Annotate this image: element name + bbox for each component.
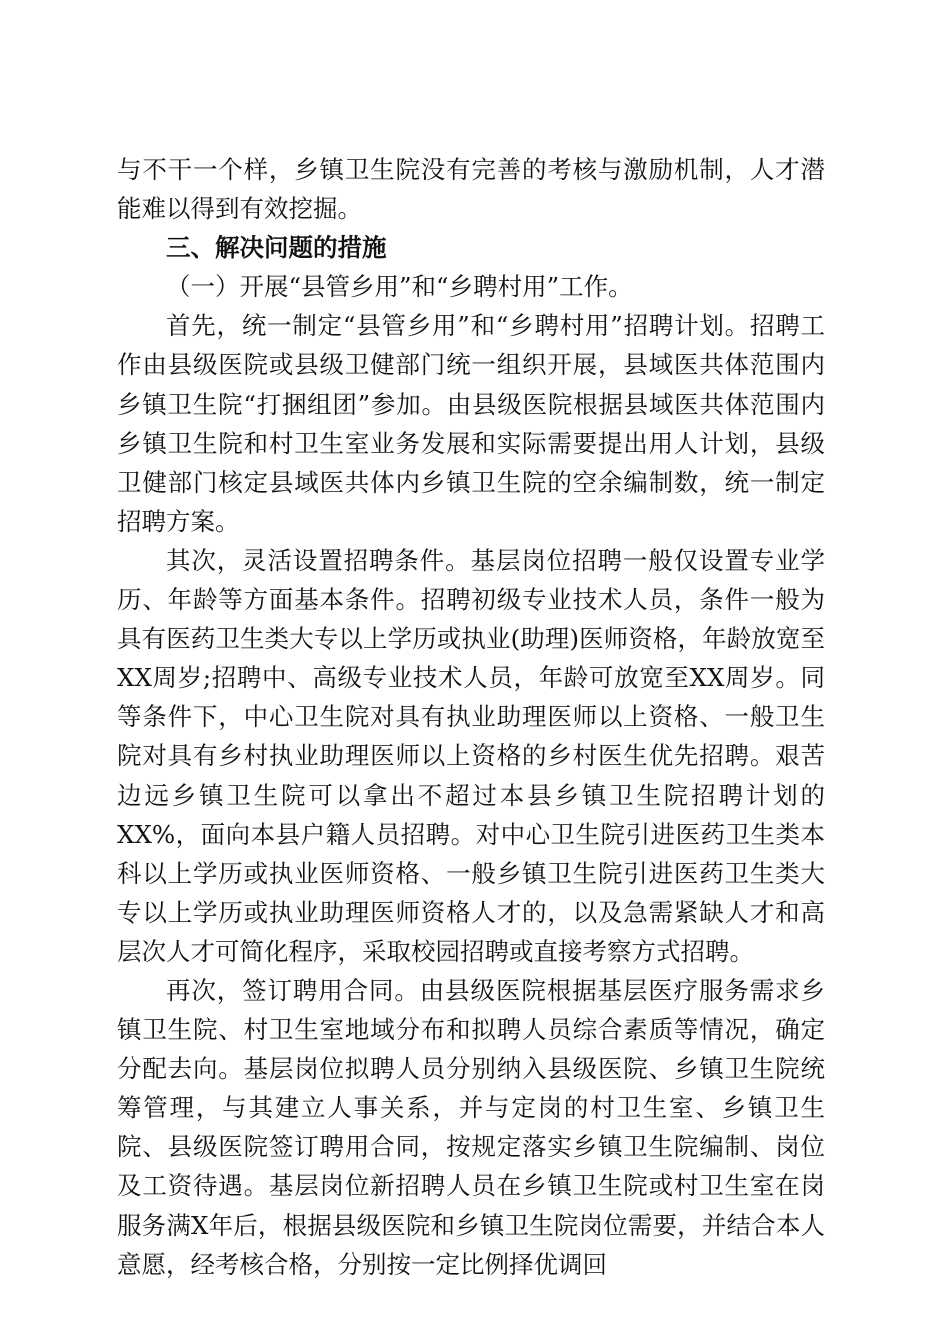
paragraph-continuation: 与不干一个样，乡镇卫生院没有完善的考核与激励机制，人才潜能难以得到有效挖掘。 xyxy=(117,155,825,224)
section-heading: 三、解决问题的措施 xyxy=(166,233,387,263)
subsection-heading: （一）开展“县管乡用”和“乡聘村用”工作。 xyxy=(166,272,633,302)
paragraph-third-step: 再次，签订聘用合同。由县级医院根据基层医疗服务需求乡镇卫生院、村卫生室地域分布和拟聘人员综合素质等情况，确定分配去向。基层岗位拟聘人员分别纳入县级医院、乡镇卫生院统筹管理，与其建立人事关系，并与定岗的村卫生室、乡镇卫生院、县级医院签订聘用合同，按规定落实乡镇卫生院编制、岗位及工资待遇。基层岗位新招聘人员在乡镇卫生院或村卫生室在岗服务满X年后，根据县级医院和乡镇卫生院岗位需要，并结合本人意愿，经考核合格，分别按一定比例择优调回 xyxy=(117,975,825,1279)
document-body xyxy=(117,150,825,1284)
paragraph-second-step: 其次，灵活设置招聘条件。基层岗位招聘一般仅设置专业学历、年龄等方面基本条件。招聘初级专业技术人员，条件一般为具有医药卫生类大专以上学历或执业(助理)医师资格，年龄放宽至XX周岁;招聘中、高级专业技术人员，年龄可放宽至XX周岁。同等条件下，中心卫生院对具有执业助理医师以上资格、一般卫生院对具有乡村执业助理医师以上资格的乡村医生优先招聘。艰苦边远乡镇卫生院可以拿出不超过本县乡镇卫生院招聘计划的XX%，面向本县户籍人员招聘。对中心卫生院引进医药卫生类本科以上学历或执业医师资格、一般乡镇卫生院引进医药卫生类大专以上学历或执业助理医师资格人才的，以及急需紧缺人才和高层次人才可简化程序，采取校园招聘或直接考察方式招聘。 xyxy=(117,545,825,966)
paragraph-first-step: 首先，统一制定“县管乡用”和“乡聘村用”招聘计划。招聘工作由县级医院或县级卫健部门统一组织开展，县域医共体范围内乡镇卫生院“打捆组团”参加。由县级医院根据县域医共体范围内乡镇卫生院和村卫生室业务发展和实际需要提出用人计划，县级卫健部门核定县域医共体内乡镇卫生院的空余编制数，统一制定招聘方案。 xyxy=(117,311,825,536)
